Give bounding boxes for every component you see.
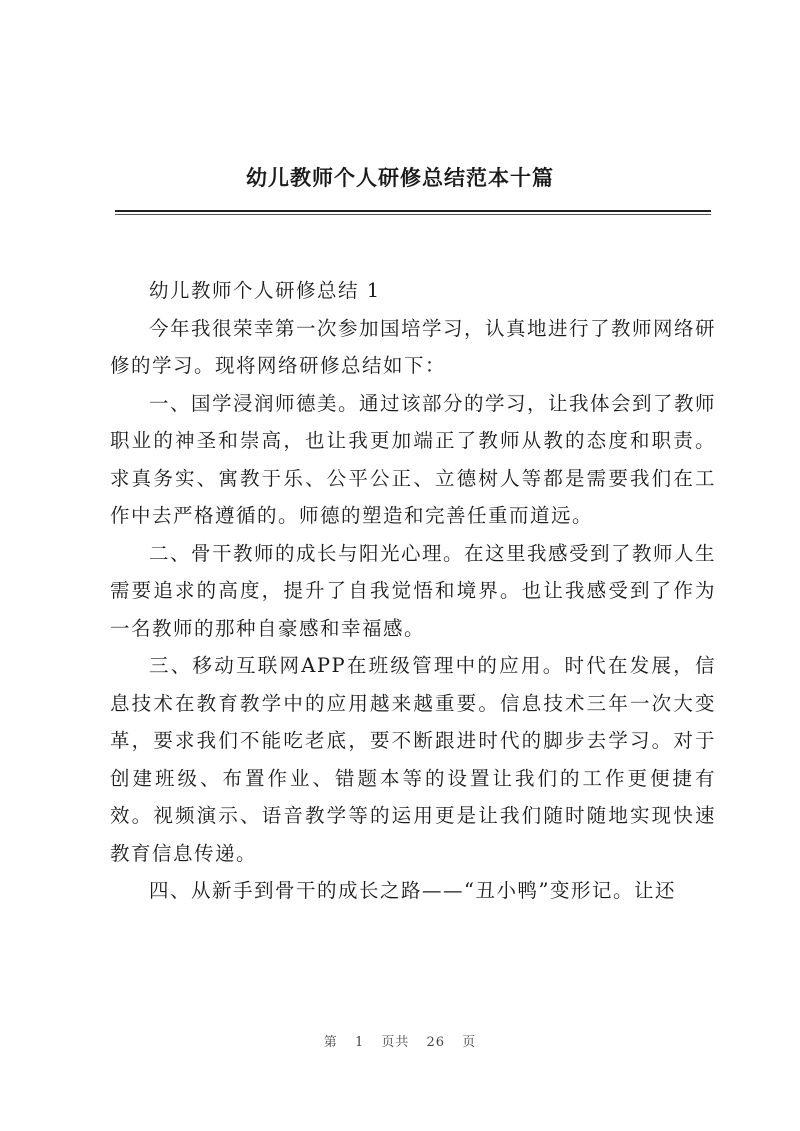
total-pages: 26 bbox=[426, 1035, 446, 1050]
current-page-number: 1 bbox=[354, 1035, 365, 1050]
section-heading: 幼儿教师个人研修总结 1 bbox=[149, 279, 381, 302]
footer-middle: 页共 bbox=[381, 1035, 410, 1050]
paragraph: 二、骨干教师的成长与阳光心理。在这里我感受到了教师人生需要追求的高度，提升了自我觉悟和境界。也让我感受到了作为一名教师的那种自豪感和幸福感。 bbox=[110, 541, 717, 640]
title-divider bbox=[115, 210, 711, 212]
footer-suffix: 页 bbox=[462, 1035, 477, 1050]
paragraph: 四、从新手到骨干的成长之路——“丑小鸭”变形记。让还 bbox=[149, 879, 676, 902]
title-divider-thin bbox=[115, 214, 711, 215]
paragraph: 三、移动互联网APP在班级管理中的应用。时代在发展，信息技术在教育教学中的应用越来越重要。信息技术三年一次大变革，要求我们不能吃老底，要不断跟进时代的脚步去学习。对于创建班级、布置作业、错题本等的设置让我们的工作更便捷有效。视频演示、语音教学等的运用更是让我们随时随地实现快速教育信息传递。 bbox=[110, 654, 716, 865]
document-title: 幼儿教师个人研修总结范本十篇 bbox=[246, 165, 554, 190]
document-body bbox=[110, 272, 716, 910]
page-footer bbox=[0, 1031, 800, 1050]
footer-prefix: 第 bbox=[323, 1035, 338, 1050]
paragraph: 今年我很荣幸第一次参加国培学习，认真地进行了教师网络研修的学习。现将网络研修总结如下： bbox=[110, 316, 717, 377]
paragraph: 一、国学浸润师德美。通过该部分的学习，让我体会到了教师职业的神圣和崇高，也让我更加端正了教师从教的态度和职责。求真务实、寓教于乐、公平公正、立德树人等都是需要我们在工作中去严格遵循的。师德的塑造和完善任重而道远。 bbox=[110, 391, 717, 527]
